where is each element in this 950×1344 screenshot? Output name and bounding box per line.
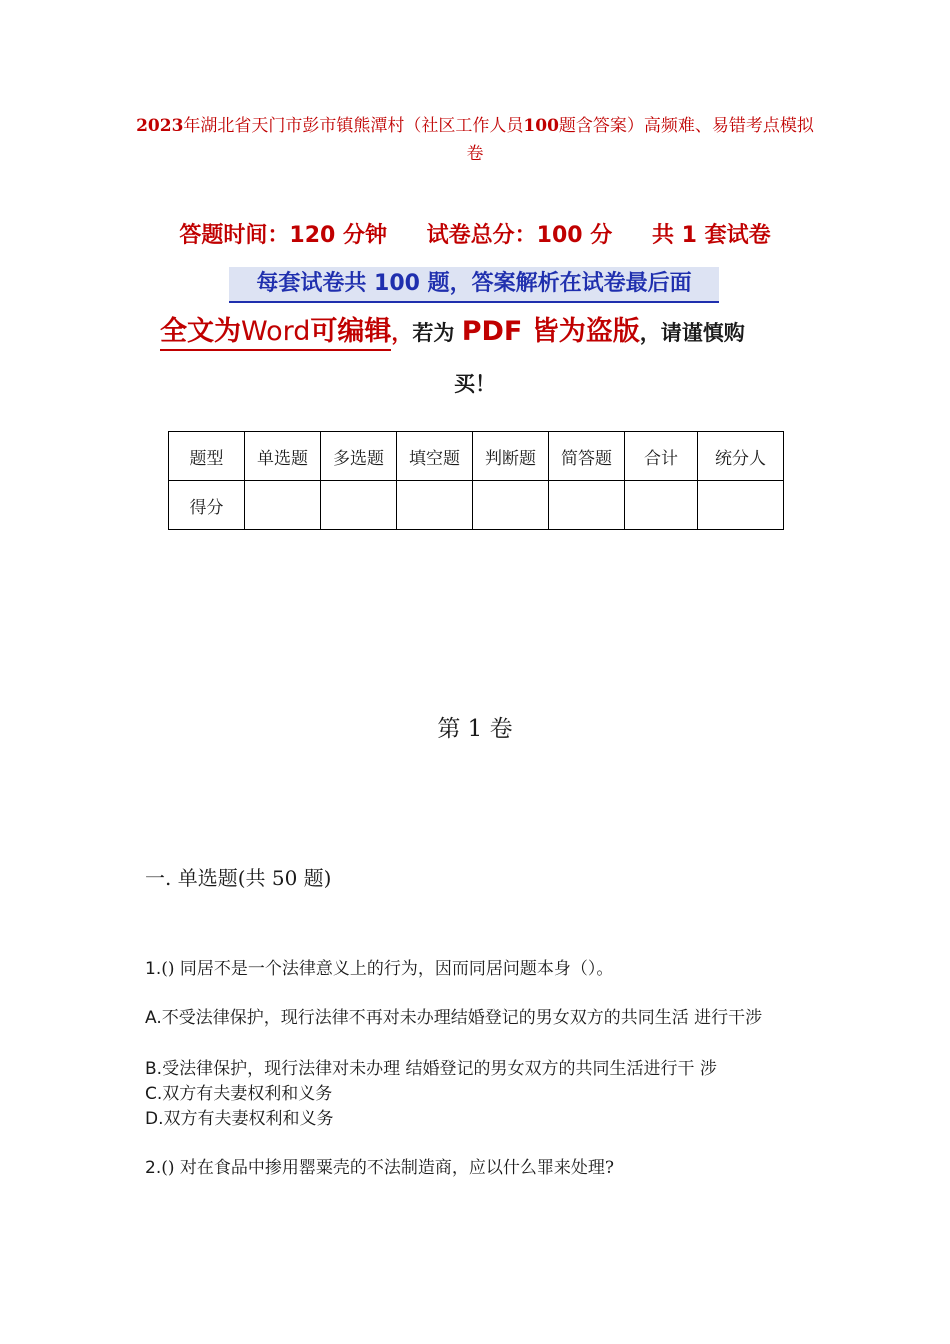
- table-cell: 填空题: [397, 432, 473, 481]
- exam-total-score: 试卷总分：100 分: [426, 223, 613, 248]
- table-cell: 题型: [169, 432, 245, 481]
- buy-notice: 买！: [454, 372, 496, 396]
- word-notice-underlined: 全文为Word可编辑: [160, 316, 391, 351]
- table-cell: 简答题: [549, 432, 625, 481]
- exam-time: 答题时间：120 分钟: [179, 223, 387, 248]
- table-cell: 合计: [625, 432, 698, 481]
- table-cell: 统分人: [698, 432, 784, 481]
- question-1-stem: 1.() 同居不是一个法律意义上的行为，因而同居问题本身（）。: [145, 959, 614, 979]
- score-table-header-row: [169, 432, 784, 481]
- table-cell: 得分: [169, 481, 245, 530]
- title-num: 100: [523, 116, 559, 136]
- score-cell[interactable]: [245, 481, 321, 530]
- question-1-option-a: A.不受法律保护，现行法律不再对未办理结婚登记的男女双方的共同生活 进行干涉: [145, 1008, 763, 1028]
- volume-heading: 第 1 卷: [437, 716, 513, 742]
- title-year: 2023: [136, 116, 184, 136]
- document-title: [130, 112, 820, 168]
- table-cell: 判断题: [473, 432, 549, 481]
- question-2-stem: 2.() 对在食品中掺用罂粟壳的不法制造商，应以什么罪来处理?: [145, 1158, 615, 1178]
- score-cell[interactable]: [625, 481, 698, 530]
- exam-info: [0, 218, 950, 249]
- table-cell: 单选题: [245, 432, 321, 481]
- score-table: [168, 431, 784, 530]
- title-part2: 题含答案）高频难、易错考点模拟卷: [466, 116, 814, 164]
- score-cell[interactable]: [473, 481, 549, 530]
- answer-notice: 每套试卷共 100 题，答案解析在试卷最后面: [229, 267, 719, 303]
- exam-set-count: 共 1 套试卷: [651, 223, 771, 248]
- score-cell[interactable]: [549, 481, 625, 530]
- editable-notice: 全文为Word可编辑，若为 PDF 皆为盗版，请谨慎购: [160, 312, 810, 353]
- table-cell: 多选题: [321, 432, 397, 481]
- pdf-piracy-notice: PDF 皆为盗版: [461, 316, 640, 347]
- score-cell[interactable]: [321, 481, 397, 530]
- question-1-option-c: C.双方有夫妻权利和义务: [145, 1084, 333, 1104]
- score-table-score-row: [169, 481, 784, 530]
- title-part1: 年湖北省天门市彭市镇熊潭村（社区工作人员: [183, 116, 524, 136]
- question-1-option-b: B.受法律保护，现行法律对未办理 结婚登记的男女双方的共同生活进行干 涉: [145, 1059, 717, 1079]
- score-cell[interactable]: [698, 481, 784, 530]
- question-1-option-d: D.双方有夫妻权利和义务: [145, 1109, 334, 1129]
- score-cell[interactable]: [397, 481, 473, 530]
- section-heading: 一. 单选题(共 50 题): [145, 866, 332, 890]
